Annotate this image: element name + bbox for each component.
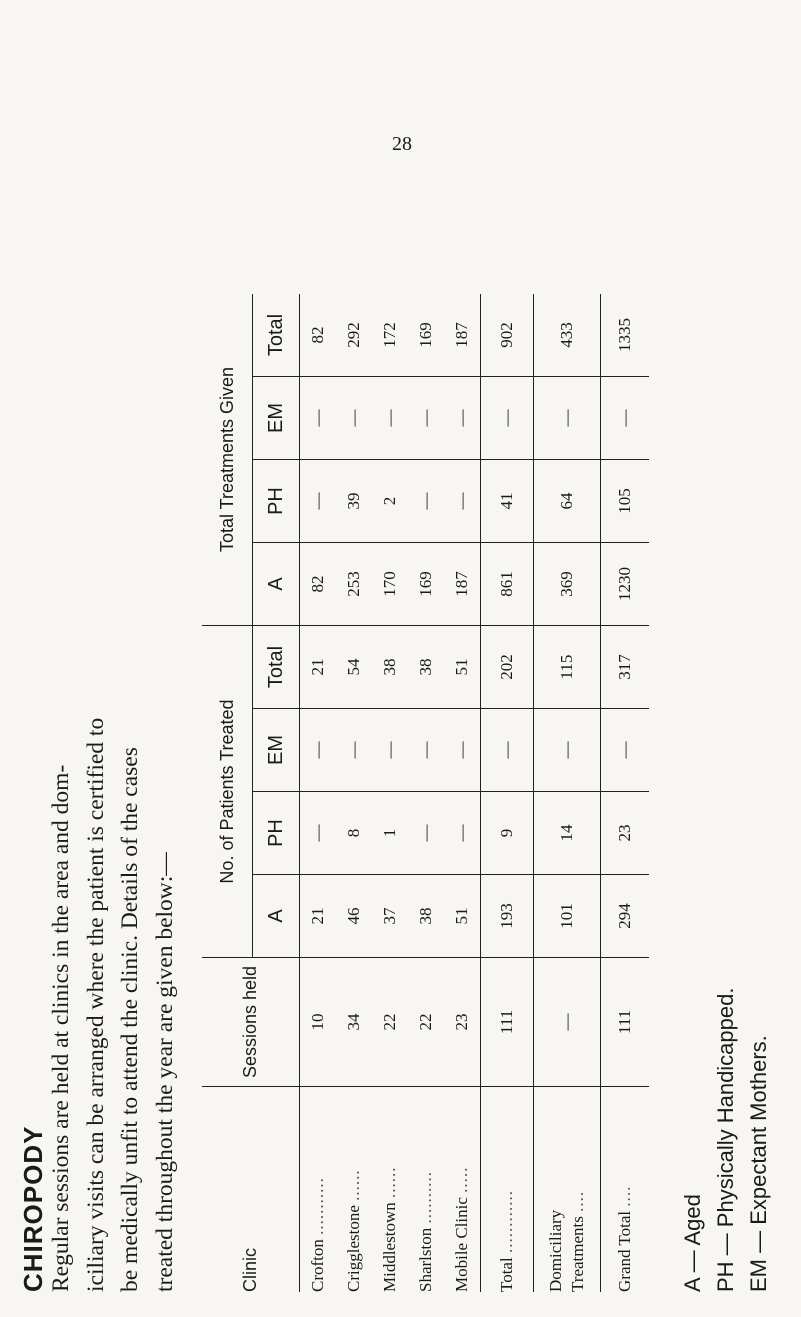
intro-line: be medically unfit to attend the clinic. Details of the cases bbox=[117, 747, 143, 1292]
domiciliary-row bbox=[534, 294, 601, 1292]
treatments-em-value: — bbox=[481, 377, 534, 460]
table-row bbox=[372, 294, 408, 1292]
treatments-ph-value: — bbox=[408, 460, 444, 543]
patients-total-value: 21 bbox=[300, 626, 337, 709]
treatments-a-value: 861 bbox=[481, 543, 534, 626]
patients-em-header: EM bbox=[253, 709, 300, 792]
total-row bbox=[481, 294, 534, 1292]
sessions-value: 23 bbox=[444, 958, 481, 1087]
patients-a-value: 38 bbox=[408, 875, 444, 958]
patients-ph-value: 1 bbox=[372, 792, 408, 875]
sessions-header: Sessions held bbox=[202, 958, 300, 1087]
patients-total-header: Total bbox=[253, 626, 300, 709]
patients-ph-value: 23 bbox=[601, 792, 650, 875]
patients-total-value: 38 bbox=[372, 626, 408, 709]
legend bbox=[676, 988, 775, 1292]
chiropody-table bbox=[202, 294, 649, 1292]
clinic-name: Middlestown ...... bbox=[380, 1166, 399, 1292]
treatments-total-value: 433 bbox=[534, 294, 601, 377]
clinic-name: Domiciliary Treatments .... bbox=[534, 1087, 601, 1293]
treatments-ph-header: PH bbox=[253, 460, 300, 543]
patients-em-value: — bbox=[444, 709, 481, 792]
patients-em-value: — bbox=[534, 709, 601, 792]
treatments-em-value: — bbox=[300, 377, 337, 460]
clinic-name: Mobile Clinic ..... bbox=[444, 1087, 481, 1293]
treatments-a-value: 187 bbox=[444, 543, 481, 626]
treatments-ph-value: — bbox=[444, 460, 481, 543]
patients-em-value: — bbox=[372, 709, 408, 792]
patients-ph-value: — bbox=[300, 792, 337, 875]
sessions-value: 34 bbox=[336, 958, 372, 1087]
patients-a-value: 46 bbox=[336, 875, 372, 958]
intro-line: treated throughout the year are given below:— bbox=[151, 852, 178, 1292]
legend-item: PH — Physically Handicapped. bbox=[713, 987, 738, 1292]
page-number: 28 bbox=[392, 133, 412, 155]
treatments-group-header: Total Treatments Given bbox=[202, 294, 253, 626]
treatments-ph-value: — bbox=[300, 460, 337, 543]
patients-total-value: 54 bbox=[336, 626, 372, 709]
clinic-name: Sharlston .......... bbox=[416, 1171, 435, 1292]
patients-a-value: 21 bbox=[300, 875, 337, 958]
treatments-em-value: — bbox=[534, 377, 601, 460]
treatments-total-value: 1335 bbox=[601, 294, 650, 377]
clinic-name: Grand Total .... bbox=[601, 1087, 650, 1293]
treatments-ph-value: 39 bbox=[336, 460, 372, 543]
patients-total-value: 51 bbox=[444, 626, 481, 709]
treatments-a-value: 169 bbox=[408, 543, 444, 626]
patients-a-value: 193 bbox=[481, 875, 534, 958]
treatments-em-value: — bbox=[372, 377, 408, 460]
patients-group-header: No. of Patients Treated bbox=[202, 626, 253, 958]
patients-total-value: 115 bbox=[534, 626, 601, 709]
table-row bbox=[336, 294, 372, 1292]
patients-ph-value: 14 bbox=[534, 792, 601, 875]
treatments-total-value: 292 bbox=[336, 294, 372, 377]
sessions-value: 111 bbox=[601, 958, 650, 1087]
patients-a-value: 51 bbox=[444, 875, 481, 958]
treatments-a-value: 82 bbox=[300, 543, 337, 626]
legend-item: EM — Expectant Mothers. bbox=[746, 1035, 771, 1292]
table-row bbox=[408, 294, 444, 1292]
rotated-page bbox=[0, 16, 790, 1316]
table-row bbox=[444, 294, 481, 1292]
treatments-total-value: 82 bbox=[300, 294, 337, 377]
clinic-name: Crigglestone ...... bbox=[344, 1169, 363, 1292]
patients-a-header: A bbox=[253, 875, 300, 958]
grand-total-row bbox=[601, 294, 650, 1292]
sessions-value: 22 bbox=[372, 958, 408, 1087]
treatments-ph-value: 2 bbox=[372, 460, 408, 543]
clinic-name: Total ............ bbox=[497, 1190, 516, 1292]
treatments-a-value: 170 bbox=[372, 543, 408, 626]
treatments-em-header: EM bbox=[253, 377, 300, 460]
sessions-value: 10 bbox=[300, 958, 337, 1087]
intro-line: iciliary visits can be arranged where the patient is certified to bbox=[82, 717, 109, 1292]
treatments-em-value: — bbox=[408, 377, 444, 460]
patients-total-value: 317 bbox=[601, 626, 650, 709]
clinic-header: Clinic bbox=[240, 1247, 260, 1292]
legend-item: A — Aged bbox=[680, 1194, 705, 1292]
treatments-a-value: 1230 bbox=[601, 543, 650, 626]
treatments-ph-value: 64 bbox=[534, 460, 601, 543]
section-title: CHIROPODY bbox=[18, 1125, 48, 1292]
treatments-a-header: A bbox=[253, 543, 300, 626]
patients-ph-value: — bbox=[408, 792, 444, 875]
intro-line: Regular sessions are held at clinics in the area and dom- bbox=[48, 764, 74, 1292]
patients-ph-value: 8 bbox=[336, 792, 372, 875]
clinic-name: Crofton ........... bbox=[300, 1087, 337, 1293]
treatments-total-value: 172 bbox=[372, 294, 408, 377]
treatments-a-value: 369 bbox=[534, 543, 601, 626]
patients-total-value: 38 bbox=[408, 626, 444, 709]
patients-em-value: — bbox=[601, 709, 650, 792]
patients-em-value: — bbox=[300, 709, 337, 792]
treatments-total-value: 187 bbox=[444, 294, 481, 377]
patients-total-value: 202 bbox=[481, 626, 534, 709]
treatments-total-value: 169 bbox=[408, 294, 444, 377]
treatments-a-value: 253 bbox=[336, 543, 372, 626]
patients-em-value: — bbox=[336, 709, 372, 792]
treatments-em-value: — bbox=[336, 377, 372, 460]
patients-a-value: 37 bbox=[372, 875, 408, 958]
patients-ph-value: — bbox=[444, 792, 481, 875]
patients-ph-value: 9 bbox=[481, 792, 534, 875]
sessions-value: 111 bbox=[481, 958, 534, 1087]
treatments-total-value: 902 bbox=[481, 294, 534, 377]
treatments-em-value: — bbox=[601, 377, 650, 460]
patients-ph-header: PH bbox=[253, 792, 300, 875]
patients-a-value: 294 bbox=[601, 875, 650, 958]
treatments-total-header: Total bbox=[253, 294, 300, 377]
patients-em-value: — bbox=[408, 709, 444, 792]
treatments-ph-value: 105 bbox=[601, 460, 650, 543]
table-row bbox=[300, 294, 337, 1292]
treatments-em-value: — bbox=[444, 377, 481, 460]
treatments-ph-value: 41 bbox=[481, 460, 534, 543]
patients-em-value: — bbox=[481, 709, 534, 792]
patients-a-value: 101 bbox=[534, 875, 601, 958]
sessions-value: — bbox=[534, 958, 601, 1087]
sessions-value: 22 bbox=[408, 958, 444, 1087]
intro-paragraph bbox=[44, 672, 182, 1292]
